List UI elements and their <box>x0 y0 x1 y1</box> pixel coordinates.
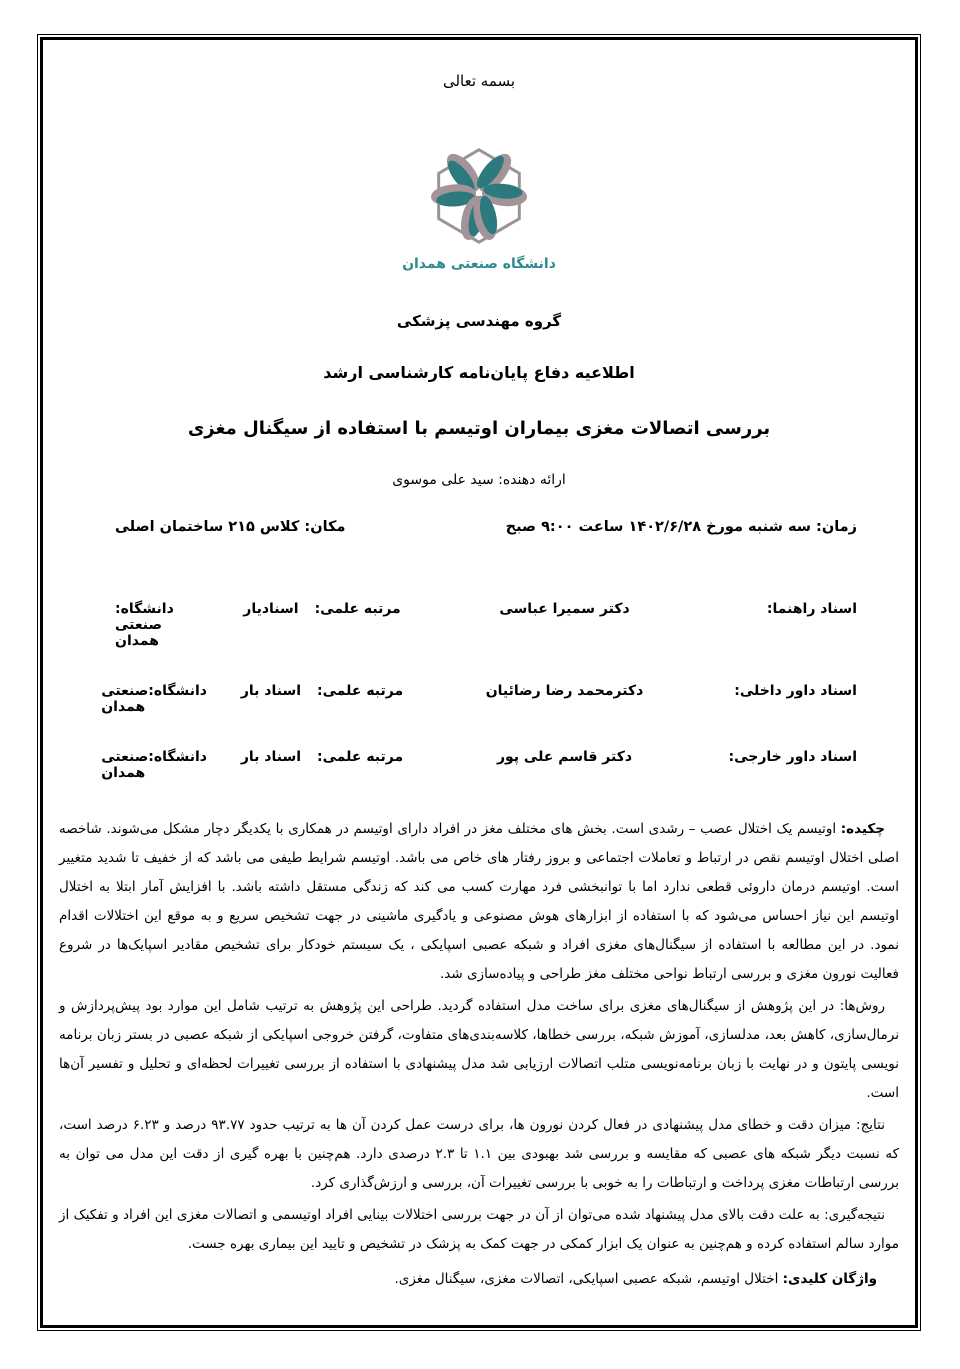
rank-value: اسناد بار <box>240 749 302 765</box>
keywords-label: واژگان کلیدی: <box>782 1271 877 1287</box>
results-text: میزان دقت و خطای مدل پیشنهادی در فعال کردن نورون ها، برای درست عمل کردن آن ها به ترتیب حدود ۹۳.۷۷ درصد و ۶.۲۳ درصد است، که نسبت دیگر شبکه های عصبی که مقایسه و بررسی شد بهبودی بین ۱.۱ تا ۲.۳ درصدی دارد. هم‌چنین با بهره گیری از دقت این مدل می توان به بررسی ارتباطات مغزی پرداخت و ارتباطات را به خوبی با بررسی تغییرات آن، بررسی و ارزش‌گذاری کرد. <box>59 1117 899 1191</box>
committee-row-external-examiner <box>101 749 857 781</box>
university-flower-logo-icon <box>420 136 538 254</box>
conclusion-text: به علت دقت بالای مدل پیشنهاد شده می‌توان از آن در جهت بررسی اختلالات بینایی افراد اوتیسمی و اتصالات مغزی این افراد و تفکیک از موارد سالم استفاده کرده و هم‌چنین به عنوان یک ابزار کمکی در جهت کمک به پزشک در تشخیص و تایید این بیماری بهره جست. <box>59 1207 899 1252</box>
page-border-frame <box>37 34 921 1331</box>
rank-value: اسنادیار <box>243 601 299 617</box>
committee-university: دانشگاه:صنعتی همدان <box>101 749 207 781</box>
announcement-title: اطلاعیه دفاع پایان‌نامه کارشناسی ارشد <box>323 363 635 382</box>
university-name: دانشگاه صنعتی همدان <box>402 256 556 272</box>
abstract-paragraph <box>59 815 899 989</box>
committee-rank-cell <box>207 683 437 699</box>
keywords-text: اختلال اوتیسم، شبکه عصبی اسپایکی، اتصالات مغزی، سیگنال مغزی. <box>394 1271 779 1287</box>
keywords-line <box>59 1265 899 1294</box>
committee-rank-cell <box>207 601 437 617</box>
abstract-text: اوتیسم یک اختلال عصب – رشدی است. بخش های مختلف مغز در افراد دارای اوتیسم در همکاری با یکدیگر دچار مشکل می‌شوند. شاخصه اصلی اختلال اوتیسم نقص در ارتباط و تعاملات اجتماعی و بروز رفتار های خاص می باشد. اوتیسم شرایط طیفی می باشد که از خفیف تا شدید متغییر است. اوتیسم درمان داروئی قطعی ندارد اما با توانبخشی فرد مهارت کسب می کند که زندگی مستقل داشته باشد. با افزایش آمار ابتلا به اختلال اوتیسم این نیاز احساس می‌شود که با استفاده از ابزارهای هوش مصنوعی و یادگیری ماشینی در جهت تشخیص سریع و به موقع این اختلالات اقدام نمود. در این مطالعه با استفاده از سیگنال‌های مغزی افراد و شبکه عصبی اسپایکی ، یک سیستم خودکار برای تشخیص مقادیر اسپایک‌ها در شروع فعالیت نورون مغزی و بررسی ارتباط نواحی مختلف مغز طراحی و پیاده‌سازی شد. <box>59 821 899 982</box>
bismillah-text: بسمه تعالی <box>442 72 516 90</box>
conclusion-paragraph <box>59 1201 899 1259</box>
university-logo <box>59 136 899 254</box>
methods-paragraph <box>59 992 899 1108</box>
page-content <box>40 37 918 1328</box>
rank-label: مرتبه علمی: <box>317 683 404 699</box>
committee-member-name: دکترمحمد رضا رضائیان <box>485 683 644 699</box>
methods-text: در این پژوهش از سیگنال‌های مغزی برای ساخت مدل استفاده گردید. طراحی این پژوهش به ترتیب شامل این موارد بود پیش‌پردازش و نرمال‌سازی، کاهش بعد، مدلسازی، آموزش شبکه، بررسی خطاها، کلاسه‌بندی‌های متفاوت، گرفتن خروجی اسپایکی از شبکه عصبی در بستر زبان برنامه نویسی پایتون و در نهایت با زبان برنامه‌نویسی متلب اتصالات ارزیابی شد مدل پیشنهادی با استفاده از بررسی تغییرات لحظه‌ای و تحلیل و تفسیر آن‌ها است. <box>59 998 899 1101</box>
committee-member-name: دکتر سمیرا عباسی <box>499 601 630 617</box>
defense-location: مکان: کلاس ۲۱۵ ساختمان اصلی <box>115 519 346 535</box>
rank-label: مرتبه علمی: <box>314 601 401 617</box>
committee-role-label: اسناد داور داخلی: <box>734 683 857 699</box>
results-label: نتایج: <box>856 1117 885 1133</box>
defense-time: زمان: سه شنبه مورخ ۱۴۰۲/۶/۲۸ ساعت ۹:۰۰ صبح <box>505 519 857 535</box>
rank-value: اسناد بار <box>240 683 302 699</box>
committee-row-internal-examiner <box>101 683 857 715</box>
presenter-line: ارائه دهنده: سید علی موسوی <box>392 472 566 488</box>
committee-role-label: اسناد راهنما: <box>766 601 857 617</box>
committee-role-label: اسناد داور خارجی: <box>728 749 857 765</box>
thesis-title: بررسی اتصالات مغزی بیماران اوتیسم با استفاده از سیگنال مغزی <box>187 418 771 439</box>
abstract-section <box>59 815 899 1294</box>
committee-member-name: دکتر قاسم علی پور <box>496 749 633 765</box>
committee-university: دانشگاه:صنعتی همدان <box>101 683 207 715</box>
department-name: گروه مهندسی پزشکی <box>396 312 562 330</box>
committee-row-supervisor <box>115 601 857 649</box>
committee-table <box>59 601 899 781</box>
rank-label: مرتبه علمی: <box>317 749 404 765</box>
abstract-label: چکیده: <box>840 821 885 837</box>
results-paragraph <box>59 1111 899 1198</box>
methods-label: روش‌ها: <box>839 998 886 1014</box>
committee-university: دانشگاه: صنعتی همدان <box>115 601 174 649</box>
committee-rank-cell <box>207 749 437 765</box>
conclusion-label: نتیجه‌گیری: <box>824 1207 885 1223</box>
schedule-row <box>59 519 899 535</box>
